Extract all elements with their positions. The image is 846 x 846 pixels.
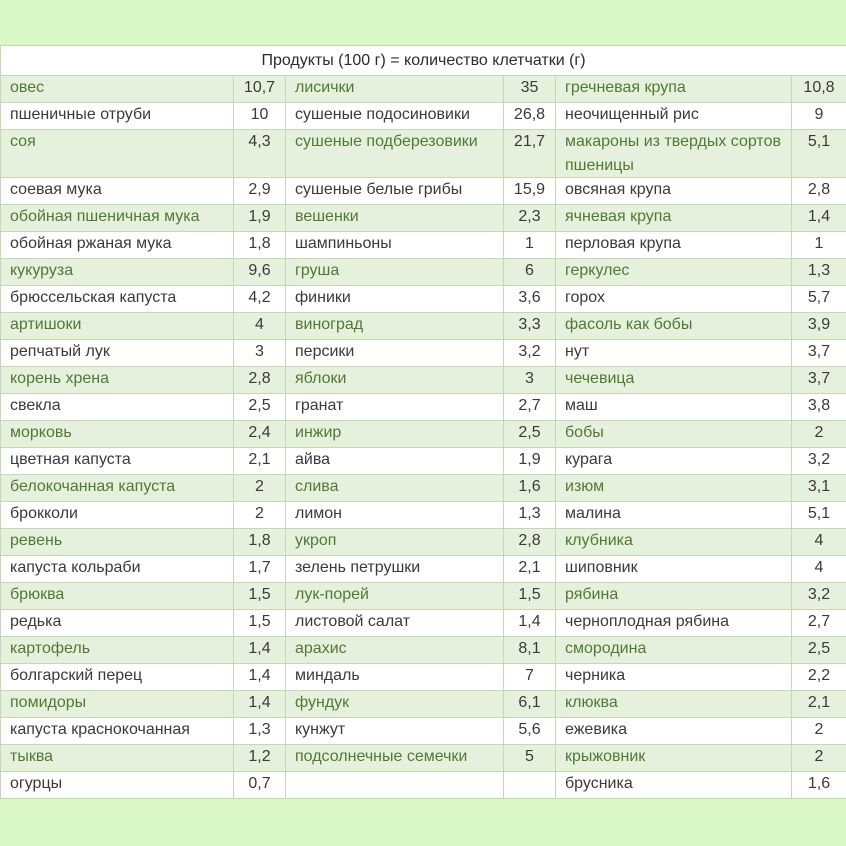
table-row [1, 259, 846, 286]
fiber-value-cell: 2,5 [792, 637, 846, 664]
table-row [1, 421, 846, 448]
product-name-cell: помидоры [1, 691, 234, 718]
product-name-cell: макароны из твердых сортов пшеницы [556, 130, 792, 178]
fiber-value-cell: 1,4 [234, 637, 286, 664]
product-name-cell: соевая мука [1, 178, 234, 205]
product-name-cell: пшеничные отруби [1, 103, 234, 130]
table-row [1, 745, 846, 772]
fiber-value-cell: 35 [504, 76, 556, 103]
product-name-cell: гранат [286, 394, 504, 421]
product-name-cell: ежевика [556, 718, 792, 745]
fiber-value-cell: 9,6 [234, 259, 286, 286]
fiber-value-cell: 1,5 [234, 610, 286, 637]
fiber-value-cell: 3,1 [792, 475, 846, 502]
product-name-cell: подсолнечные семечки [286, 745, 504, 772]
product-name-cell: фундук [286, 691, 504, 718]
fiber-value-cell: 2,5 [504, 421, 556, 448]
fiber-value-cell: 3,2 [504, 340, 556, 367]
table-row [1, 205, 846, 232]
fiber-value-cell: 1,3 [792, 259, 846, 286]
fiber-value-cell: 2,1 [504, 556, 556, 583]
product-name-cell: клюква [556, 691, 792, 718]
product-name-cell: перловая крупа [556, 232, 792, 259]
fiber-value-cell: 7 [504, 664, 556, 691]
fiber-value-cell: 2,1 [234, 448, 286, 475]
fiber-value-cell: 5,6 [504, 718, 556, 745]
fiber-value-cell: 2,1 [792, 691, 846, 718]
product-name-cell: укроп [286, 529, 504, 556]
fiber-value-cell: 2,5 [234, 394, 286, 421]
fiber-value-cell [504, 772, 556, 799]
product-name-cell: соя [1, 130, 234, 178]
product-name-cell: черноплодная рябина [556, 610, 792, 637]
product-name-cell: тыква [1, 745, 234, 772]
table-row [1, 367, 846, 394]
product-name-cell: сушеные подосиновики [286, 103, 504, 130]
product-name-cell: репчатый лук [1, 340, 234, 367]
table-title: Продукты (100 г) = количество клетчатки (г) [1, 46, 846, 76]
fiber-value-cell: 1,3 [234, 718, 286, 745]
fiber-value-cell: 1,3 [504, 502, 556, 529]
fiber-value-cell: 2,3 [504, 205, 556, 232]
product-name-cell: чечевица [556, 367, 792, 394]
product-name-cell: инжир [286, 421, 504, 448]
fiber-value-cell: 2 [234, 475, 286, 502]
fiber-value-cell: 1,5 [234, 583, 286, 610]
product-name-cell: геркулес [556, 259, 792, 286]
product-name-cell: брокколи [1, 502, 234, 529]
product-name-cell: ячневая крупа [556, 205, 792, 232]
product-name-cell: изюм [556, 475, 792, 502]
fiber-value-cell: 10,8 [792, 76, 846, 103]
fiber-value-cell: 1,9 [234, 205, 286, 232]
table-row [1, 475, 846, 502]
product-name-cell: редька [1, 610, 234, 637]
product-name-cell: маш [556, 394, 792, 421]
fiber-value-cell: 4 [234, 313, 286, 340]
table-row [1, 286, 846, 313]
product-name-cell: фасоль как бобы [556, 313, 792, 340]
product-name-cell: малина [556, 502, 792, 529]
fiber-value-cell: 1,2 [234, 745, 286, 772]
fiber-value-cell: 2,8 [234, 367, 286, 394]
table-row [1, 529, 846, 556]
table-row [1, 103, 846, 130]
product-name-cell: яблоки [286, 367, 504, 394]
product-name-cell: горох [556, 286, 792, 313]
fiber-value-cell: 2 [792, 718, 846, 745]
table-row [1, 448, 846, 475]
fiber-value-cell: 3,3 [504, 313, 556, 340]
fiber-value-cell: 2 [792, 745, 846, 772]
fiber-value-cell: 21,7 [504, 130, 556, 178]
table-row [1, 637, 846, 664]
product-name-cell: брусника [556, 772, 792, 799]
product-name-cell: капуста кольраби [1, 556, 234, 583]
product-name-cell [286, 772, 504, 799]
fiber-value-cell: 3 [234, 340, 286, 367]
product-name-cell: неочищенный рис [556, 103, 792, 130]
fiber-value-cell: 1,8 [234, 232, 286, 259]
fiber-value-cell: 1,6 [792, 772, 846, 799]
fiber-value-cell: 1 [504, 232, 556, 259]
product-name-cell: цветная капуста [1, 448, 234, 475]
fiber-value-cell: 1,9 [504, 448, 556, 475]
product-name-cell: персики [286, 340, 504, 367]
fiber-table [0, 45, 846, 799]
product-name-cell: нут [556, 340, 792, 367]
fiber-value-cell: 1,4 [504, 610, 556, 637]
fiber-value-cell: 2 [234, 502, 286, 529]
product-name-cell: гречневая крупа [556, 76, 792, 103]
fiber-value-cell: 3,9 [792, 313, 846, 340]
table-row [1, 556, 846, 583]
product-name-cell: ревень [1, 529, 234, 556]
product-name-cell: артишоки [1, 313, 234, 340]
fiber-value-cell: 2,7 [792, 610, 846, 637]
fiber-value-cell: 9 [792, 103, 846, 130]
product-name-cell: болгарский перец [1, 664, 234, 691]
product-name-cell: бобы [556, 421, 792, 448]
fiber-value-cell: 6 [504, 259, 556, 286]
fiber-value-cell: 1,5 [504, 583, 556, 610]
product-name-cell: шиповник [556, 556, 792, 583]
product-name-cell: арахис [286, 637, 504, 664]
fiber-value-cell: 2,8 [792, 178, 846, 205]
fiber-value-cell: 3,2 [792, 583, 846, 610]
product-name-cell: белокочанная капуста [1, 475, 234, 502]
product-name-cell: черника [556, 664, 792, 691]
product-name-cell: кукуруза [1, 259, 234, 286]
product-name-cell: обойная пшеничная мука [1, 205, 234, 232]
fiber-table-sheet [0, 45, 846, 798]
product-name-cell: брюссельская капуста [1, 286, 234, 313]
fiber-value-cell: 26,8 [504, 103, 556, 130]
product-name-cell: корень хрена [1, 367, 234, 394]
table-row [1, 502, 846, 529]
fiber-value-cell: 2,2 [792, 664, 846, 691]
table-title-row [1, 46, 846, 76]
product-name-cell: лисички [286, 76, 504, 103]
table-row [1, 772, 846, 799]
table-row [1, 130, 846, 178]
table-row [1, 610, 846, 637]
table-row [1, 718, 846, 745]
product-name-cell: лимон [286, 502, 504, 529]
fiber-value-cell: 1,8 [234, 529, 286, 556]
table-row [1, 691, 846, 718]
fiber-value-cell: 10,7 [234, 76, 286, 103]
product-name-cell: шампиньоны [286, 232, 504, 259]
fiber-value-cell: 4,2 [234, 286, 286, 313]
product-name-cell: картофель [1, 637, 234, 664]
fiber-value-cell: 4,3 [234, 130, 286, 178]
fiber-value-cell: 1,6 [504, 475, 556, 502]
product-name-cell: айва [286, 448, 504, 475]
product-name-cell: сушеные подберезовики [286, 130, 504, 178]
table-row [1, 76, 846, 103]
fiber-value-cell: 2,7 [504, 394, 556, 421]
fiber-value-cell: 3,7 [792, 340, 846, 367]
product-name-cell: зелень петрушки [286, 556, 504, 583]
fiber-value-cell: 5,1 [792, 130, 846, 178]
product-name-cell: брюква [1, 583, 234, 610]
fiber-value-cell: 0,7 [234, 772, 286, 799]
fiber-value-cell: 15,9 [504, 178, 556, 205]
product-name-cell: виноград [286, 313, 504, 340]
product-name-cell: вешенки [286, 205, 504, 232]
product-name-cell: лук-порей [286, 583, 504, 610]
fiber-value-cell: 1 [792, 232, 846, 259]
fiber-value-cell: 3,2 [792, 448, 846, 475]
product-name-cell: свекла [1, 394, 234, 421]
fiber-value-cell: 6,1 [504, 691, 556, 718]
product-name-cell: груша [286, 259, 504, 286]
table-row [1, 313, 846, 340]
product-name-cell: огурцы [1, 772, 234, 799]
product-name-cell: листовой салат [286, 610, 504, 637]
fiber-value-cell: 3,7 [792, 367, 846, 394]
product-name-cell: морковь [1, 421, 234, 448]
fiber-value-cell: 2,9 [234, 178, 286, 205]
fiber-value-cell: 10 [234, 103, 286, 130]
table-row [1, 232, 846, 259]
product-name-cell: обойная ржаная мука [1, 232, 234, 259]
product-name-cell: овес [1, 76, 234, 103]
product-name-cell: финики [286, 286, 504, 313]
fiber-value-cell: 1,4 [234, 691, 286, 718]
product-name-cell: овсяная крупа [556, 178, 792, 205]
table-row [1, 394, 846, 421]
fiber-value-cell: 2,4 [234, 421, 286, 448]
product-name-cell: клубника [556, 529, 792, 556]
fiber-value-cell: 1,7 [234, 556, 286, 583]
fiber-value-cell: 1,4 [234, 664, 286, 691]
product-name-cell: кунжут [286, 718, 504, 745]
table-row [1, 664, 846, 691]
fiber-value-cell: 3 [504, 367, 556, 394]
fiber-value-cell: 5,7 [792, 286, 846, 313]
fiber-value-cell: 5 [504, 745, 556, 772]
table-row [1, 340, 846, 367]
fiber-value-cell: 8,1 [504, 637, 556, 664]
fiber-value-cell: 4 [792, 529, 846, 556]
product-name-cell: слива [286, 475, 504, 502]
product-name-cell: капуста краснокочанная [1, 718, 234, 745]
fiber-value-cell: 3,8 [792, 394, 846, 421]
fiber-value-cell: 4 [792, 556, 846, 583]
fiber-value-cell: 2,8 [504, 529, 556, 556]
product-name-cell: курага [556, 448, 792, 475]
fiber-value-cell: 5,1 [792, 502, 846, 529]
table-row [1, 583, 846, 610]
fiber-value-cell: 1,4 [792, 205, 846, 232]
table-row [1, 178, 846, 205]
product-name-cell: рябина [556, 583, 792, 610]
product-name-cell: смородина [556, 637, 792, 664]
product-name-cell: сушеные белые грибы [286, 178, 504, 205]
product-name-cell: крыжовник [556, 745, 792, 772]
fiber-value-cell: 3,6 [504, 286, 556, 313]
product-name-cell: миндаль [286, 664, 504, 691]
fiber-value-cell: 2 [792, 421, 846, 448]
